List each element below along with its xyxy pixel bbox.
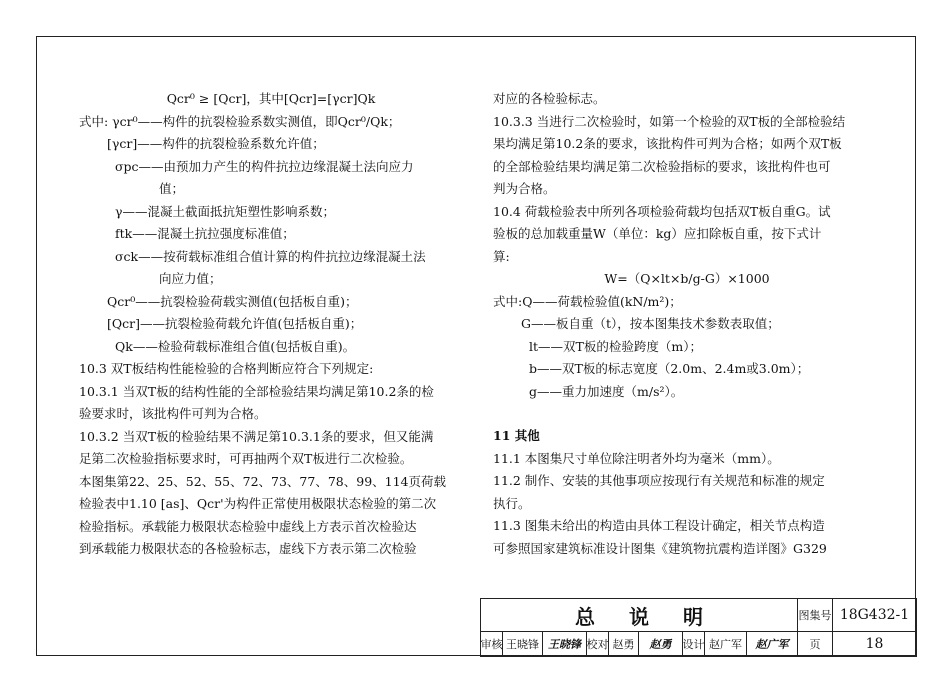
left-text-line: Qcr⁰ ≥ [Qcr]，其中[Qcr]=[γcr]Qk (166, 91, 376, 106)
left-text-line: 向应力值； (159, 271, 222, 286)
right-text-line: W=（Q×lt×b/g-G）×1000 (604, 271, 770, 286)
right-text-line: 的全部检验结果均满足第二次检验指标的要求，该批构件也可 (493, 158, 831, 174)
checker-signature: 赵勇 (639, 632, 683, 657)
right-text-line: 11.3 图集未给出的构造由具体工程设计确定，相关节点构造 (493, 518, 825, 533)
page-number: 18 (833, 632, 917, 657)
left-text-line: 验要求时，该批构件可判为合格。 (79, 406, 267, 421)
right-text-line: 算: (493, 248, 510, 264)
designer-name: 赵广军 (705, 632, 747, 657)
checker-name: 赵勇 (609, 632, 639, 657)
review-label: 审核 (481, 632, 503, 657)
right-text-line: 果均满足第10.2条的要求，该批构件可判为合格；如两个双T板 (493, 136, 842, 151)
drawing-title: 总说明 (481, 599, 798, 632)
atlas-number-label: 图集号 (798, 599, 833, 632)
right-text-line: 10.4 荷载检验表中所列各项检验荷载均包括双T板自重G。试 (493, 203, 831, 219)
reviewer-name: 王晓锋 (503, 632, 543, 657)
check-label: 校对 (587, 632, 609, 657)
right-text-line: 判为合格。 (493, 181, 556, 196)
left-text-line: [γcr]——构件的抗裂检验系数允许值； (107, 136, 325, 151)
right-text-line: g——重力加速度（m/s²）。 (529, 383, 684, 399)
left-text-line: 到承载能力极限状态的各检验标志，虚线下方表示第二次检验 (79, 541, 417, 556)
right-text-line: lt——双T板的检验跨度（m）； (529, 338, 702, 354)
right-text-line: 11.2 制作、安装的其他事项应按现行有关规范和标准的规定 (493, 473, 825, 488)
left-text-line: γ——混凝土截面抵抗矩塑性影响系数； (115, 203, 335, 219)
left-text-line: Qk——检验荷载标准组合值(包括板自重)。 (115, 338, 356, 354)
title-block (480, 598, 917, 657)
page-label: 页 (798, 632, 833, 657)
reviewer-signature: 王晓锋 (543, 632, 587, 657)
left-text-line: 足第二次检验指标要求时，可再抽两个双T板进行二次检验。 (79, 451, 413, 466)
left-text-line: 检验指标。承载能力极限状态检验中虚线上方表示首次检验达 (79, 518, 417, 534)
left-text-line: ftk——混凝土抗拉强度标准值； (115, 226, 295, 241)
left-text-line: 10.3.2 当双T板的检验结果不满足第10.3.1条的要求，但又能满 (79, 428, 434, 444)
left-text-line: 10.3 双T板结构性能检验的合格判断应符合下列规定: (79, 361, 374, 376)
left-text-line: 本图集第22、25、52、55、72、73、77、78、99、114页荷载 (79, 473, 447, 489)
right-text-line: b——双T板的标志宽度（2.0m、2.4m或3.0m）； (529, 361, 810, 376)
left-text-line: 检验表中1.10 [as]、Qcr'为构件正常使用极限状态检验的第二次 (79, 496, 437, 511)
right-text-line: 11 其他 (493, 428, 540, 443)
left-text-line: 值； (159, 181, 185, 196)
left-text-line: 10.3.1 当双T板的结构性能的全部检验结果均满足第10.2条的检 (79, 383, 434, 399)
right-text-line: 执行。 (493, 495, 531, 511)
right-column (493, 88, 881, 560)
right-text-line: 可参照国家建筑标准设计图集《建筑物抗震构造详图》G329 (493, 540, 827, 556)
right-text-line: 验板的总加载重量W（单位：kg）应扣除板自重，按下式计 (493, 226, 822, 241)
right-text-line: 11.1 本图集尺寸单位除注明者外均为毫米（mm）。 (493, 450, 780, 466)
left-text-line: [Qcr]——抗裂检验荷载允许值(包括板自重)； (107, 316, 363, 331)
left-text-line: Qcr⁰——抗裂检验荷载实测值(包括板自重)； (107, 293, 358, 309)
right-text-line: 10.3.3 当进行二次检验时，如第一个检验的双T板的全部检验结 (493, 113, 846, 129)
atlas-number: 18G432-1 (833, 599, 917, 632)
design-label: 设计 (683, 632, 705, 657)
left-column (79, 88, 463, 561)
designer-signature: 赵广军 (747, 632, 798, 657)
right-text-line: 对应的各检验标志。 (493, 91, 606, 106)
right-text-line: G——板自重（t），按本图集技术参数表取值； (521, 316, 780, 331)
left-text-line: σpc——由预加力产生的构件抗拉边缘混凝土法向应力 (115, 158, 414, 174)
left-text-line: σck——按荷载标准组合值计算的构件抗拉边缘混凝土法 (115, 248, 426, 264)
right-text-line: 式中:Q——荷载检验值(kN/m²)； (493, 293, 682, 309)
left-text-line: 式中: γcr⁰——构件的抗裂检验系数实测值，即Qcr⁰/Qk； (79, 113, 401, 129)
